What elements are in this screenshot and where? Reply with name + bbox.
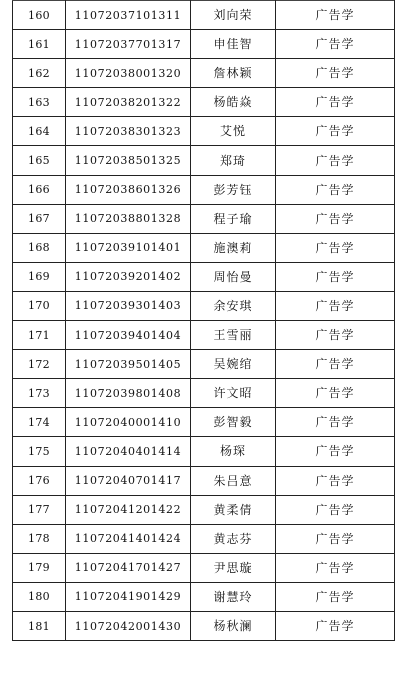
table-row bbox=[13, 524, 395, 553]
student-id: 11072041901429 bbox=[66, 582, 191, 611]
row-number: 176 bbox=[13, 466, 66, 495]
major: 广告学 bbox=[276, 408, 395, 437]
student-name: 程子瑜 bbox=[191, 204, 276, 233]
row-number: 177 bbox=[13, 495, 66, 524]
student-id: 11072041701427 bbox=[66, 553, 191, 582]
student-name: 杨琛 bbox=[191, 437, 276, 466]
major: 广告学 bbox=[276, 524, 395, 553]
row-number: 167 bbox=[13, 204, 66, 233]
row-number: 181 bbox=[13, 611, 66, 640]
table-row bbox=[13, 204, 395, 233]
major: 广告学 bbox=[276, 350, 395, 379]
major: 广告学 bbox=[276, 146, 395, 175]
row-number: 171 bbox=[13, 321, 66, 350]
student-name: 郑琦 bbox=[191, 146, 276, 175]
student-name: 刘向荣 bbox=[191, 1, 276, 30]
student-name: 黄柔倩 bbox=[191, 495, 276, 524]
table-row bbox=[13, 30, 395, 59]
student-id: 11072038301323 bbox=[66, 117, 191, 146]
student-id: 11072037701317 bbox=[66, 30, 191, 59]
table-row bbox=[13, 146, 395, 175]
student-name: 谢慧玲 bbox=[191, 582, 276, 611]
student-id: 11072039301403 bbox=[66, 291, 191, 320]
row-number: 173 bbox=[13, 379, 66, 408]
student-roster-table bbox=[12, 0, 395, 641]
student-name: 许文昭 bbox=[191, 379, 276, 408]
table-row bbox=[13, 1, 395, 30]
row-number: 180 bbox=[13, 582, 66, 611]
table-row bbox=[13, 437, 395, 466]
student-name: 詹林颖 bbox=[191, 59, 276, 88]
row-number: 172 bbox=[13, 350, 66, 379]
student-id: 11072039801408 bbox=[66, 379, 191, 408]
major: 广告学 bbox=[276, 466, 395, 495]
table-row bbox=[13, 59, 395, 88]
student-name: 彭芳钰 bbox=[191, 175, 276, 204]
student-id: 11072042001430 bbox=[66, 611, 191, 640]
student-id: 11072040001410 bbox=[66, 408, 191, 437]
row-number: 161 bbox=[13, 30, 66, 59]
table-row bbox=[13, 175, 395, 204]
row-number: 179 bbox=[13, 553, 66, 582]
student-name: 王雪丽 bbox=[191, 321, 276, 350]
major: 广告学 bbox=[276, 321, 395, 350]
table-row bbox=[13, 379, 395, 408]
student-name: 彭智毅 bbox=[191, 408, 276, 437]
table-row bbox=[13, 291, 395, 320]
row-number: 174 bbox=[13, 408, 66, 437]
table-row bbox=[13, 408, 395, 437]
major: 广告学 bbox=[276, 553, 395, 582]
major: 广告学 bbox=[276, 204, 395, 233]
major: 广告学 bbox=[276, 611, 395, 640]
student-name: 黄志芬 bbox=[191, 524, 276, 553]
student-id: 11072038001320 bbox=[66, 59, 191, 88]
table-row bbox=[13, 117, 395, 146]
table-row bbox=[13, 611, 395, 640]
row-number: 169 bbox=[13, 262, 66, 291]
major: 广告学 bbox=[276, 582, 395, 611]
major: 广告学 bbox=[276, 233, 395, 262]
major: 广告学 bbox=[276, 379, 395, 408]
major: 广告学 bbox=[276, 1, 395, 30]
table-row bbox=[13, 495, 395, 524]
major: 广告学 bbox=[276, 291, 395, 320]
row-number: 168 bbox=[13, 233, 66, 262]
major: 广告学 bbox=[276, 30, 395, 59]
student-id: 11072040401414 bbox=[66, 437, 191, 466]
table-row bbox=[13, 262, 395, 291]
table-row bbox=[13, 88, 395, 117]
row-number: 175 bbox=[13, 437, 66, 466]
table-row bbox=[13, 466, 395, 495]
table-row bbox=[13, 553, 395, 582]
row-number: 163 bbox=[13, 88, 66, 117]
student-id: 11072039501405 bbox=[66, 350, 191, 379]
student-name: 申佳智 bbox=[191, 30, 276, 59]
student-id: 11072041401424 bbox=[66, 524, 191, 553]
student-id: 11072037101311 bbox=[66, 1, 191, 30]
row-number: 178 bbox=[13, 524, 66, 553]
student-name: 吴婉绾 bbox=[191, 350, 276, 379]
student-id: 11072039201402 bbox=[66, 262, 191, 291]
student-name: 施澳莉 bbox=[191, 233, 276, 262]
student-name: 杨皓焱 bbox=[191, 88, 276, 117]
row-number: 160 bbox=[13, 1, 66, 30]
table-row bbox=[13, 582, 395, 611]
student-name: 余安琪 bbox=[191, 291, 276, 320]
row-number: 170 bbox=[13, 291, 66, 320]
row-number: 166 bbox=[13, 175, 66, 204]
roster-sheet bbox=[12, 0, 390, 677]
student-id: 11072038201322 bbox=[66, 88, 191, 117]
table-row bbox=[13, 233, 395, 262]
student-id: 11072040701417 bbox=[66, 466, 191, 495]
student-id: 11072038801328 bbox=[66, 204, 191, 233]
major: 广告学 bbox=[276, 59, 395, 88]
major: 广告学 bbox=[276, 437, 395, 466]
student-name: 朱吕意 bbox=[191, 466, 276, 495]
student-id: 11072039101401 bbox=[66, 233, 191, 262]
student-id: 11072041201422 bbox=[66, 495, 191, 524]
major: 广告学 bbox=[276, 175, 395, 204]
student-id: 11072038601326 bbox=[66, 175, 191, 204]
major: 广告学 bbox=[276, 262, 395, 291]
student-name: 艾悦 bbox=[191, 117, 276, 146]
row-number: 165 bbox=[13, 146, 66, 175]
major: 广告学 bbox=[276, 88, 395, 117]
table-row bbox=[13, 321, 395, 350]
table-row bbox=[13, 350, 395, 379]
student-name: 周怡曼 bbox=[191, 262, 276, 291]
student-id: 11072038501325 bbox=[66, 146, 191, 175]
student-name: 尹思璇 bbox=[191, 553, 276, 582]
row-number: 162 bbox=[13, 59, 66, 88]
row-number: 164 bbox=[13, 117, 66, 146]
student-name: 杨秋澜 bbox=[191, 611, 276, 640]
major: 广告学 bbox=[276, 495, 395, 524]
student-id: 11072039401404 bbox=[66, 321, 191, 350]
major: 广告学 bbox=[276, 117, 395, 146]
